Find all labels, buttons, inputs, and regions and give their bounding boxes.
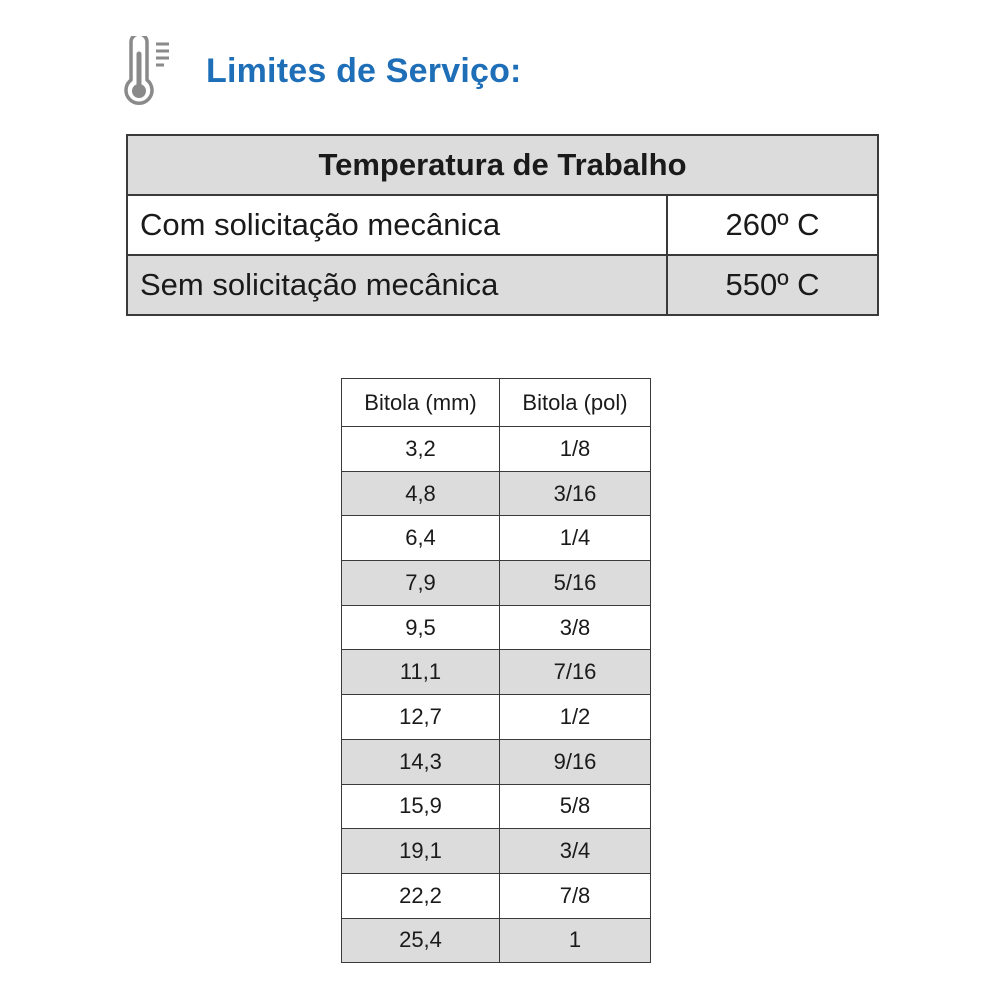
section-heading — [122, 36, 522, 106]
gauge-table — [341, 378, 651, 963]
gauge-mm-cell: 12,7 — [342, 695, 500, 740]
temperature-row — [127, 255, 878, 315]
gauge-table-row — [342, 561, 651, 606]
gauge-pol-cell: 7/8 — [500, 873, 651, 918]
gauge-table-row — [342, 739, 651, 784]
gauge-mm-cell: 7,9 — [342, 561, 500, 606]
gauge-table-row — [342, 695, 651, 740]
gauge-header-mm: Bitola (mm) — [342, 379, 500, 427]
gauge-pol-cell: 5/8 — [500, 784, 651, 829]
gauge-table-row — [342, 427, 651, 472]
gauge-mm-cell: 15,9 — [342, 784, 500, 829]
temperature-table — [126, 134, 879, 316]
gauge-table-body — [342, 427, 651, 963]
temperature-table-header: Temperatura de Trabalho — [127, 135, 878, 195]
gauge-mm-cell: 25,4 — [342, 918, 500, 963]
gauge-mm-cell: 22,2 — [342, 873, 500, 918]
gauge-mm-cell: 4,8 — [342, 471, 500, 516]
gauge-header-pol: Bitola (pol) — [500, 379, 651, 427]
gauge-table-row — [342, 873, 651, 918]
gauge-table-row — [342, 650, 651, 695]
gauge-pol-cell: 9/16 — [500, 739, 651, 784]
page-title: Limites de Serviço: — [206, 51, 522, 90]
gauge-table-row — [342, 605, 651, 650]
gauge-pol-cell: 1 — [500, 918, 651, 963]
temperature-table-header-row — [127, 135, 878, 195]
temperature-value: 260º C — [667, 195, 878, 255]
gauge-table-header-row — [342, 379, 651, 427]
gauge-mm-cell: 11,1 — [342, 650, 500, 695]
gauge-pol-cell: 3/4 — [500, 829, 651, 874]
gauge-table-row — [342, 516, 651, 561]
gauge-table-row — [342, 471, 651, 516]
gauge-pol-cell: 3/16 — [500, 471, 651, 516]
temperature-row — [127, 195, 878, 255]
gauge-mm-cell: 14,3 — [342, 739, 500, 784]
gauge-table-row — [342, 784, 651, 829]
gauge-table-row — [342, 918, 651, 963]
gauge-mm-cell: 6,4 — [342, 516, 500, 561]
gauge-pol-cell: 1/8 — [500, 427, 651, 472]
temperature-value: 550º C — [667, 255, 878, 315]
gauge-mm-cell: 19,1 — [342, 829, 500, 874]
gauge-pol-cell: 1/4 — [500, 516, 651, 561]
gauge-pol-cell: 1/2 — [500, 695, 651, 740]
temperature-condition: Com solicitação mecânica — [127, 195, 667, 255]
gauge-pol-cell: 7/16 — [500, 650, 651, 695]
gauge-pol-cell: 3/8 — [500, 605, 651, 650]
thermometer-icon — [122, 36, 176, 106]
gauge-mm-cell: 3,2 — [342, 427, 500, 472]
gauge-pol-cell: 5/16 — [500, 561, 651, 606]
gauge-table-row — [342, 829, 651, 874]
temperature-condition: Sem solicitação mecânica — [127, 255, 667, 315]
gauge-mm-cell: 9,5 — [342, 605, 500, 650]
